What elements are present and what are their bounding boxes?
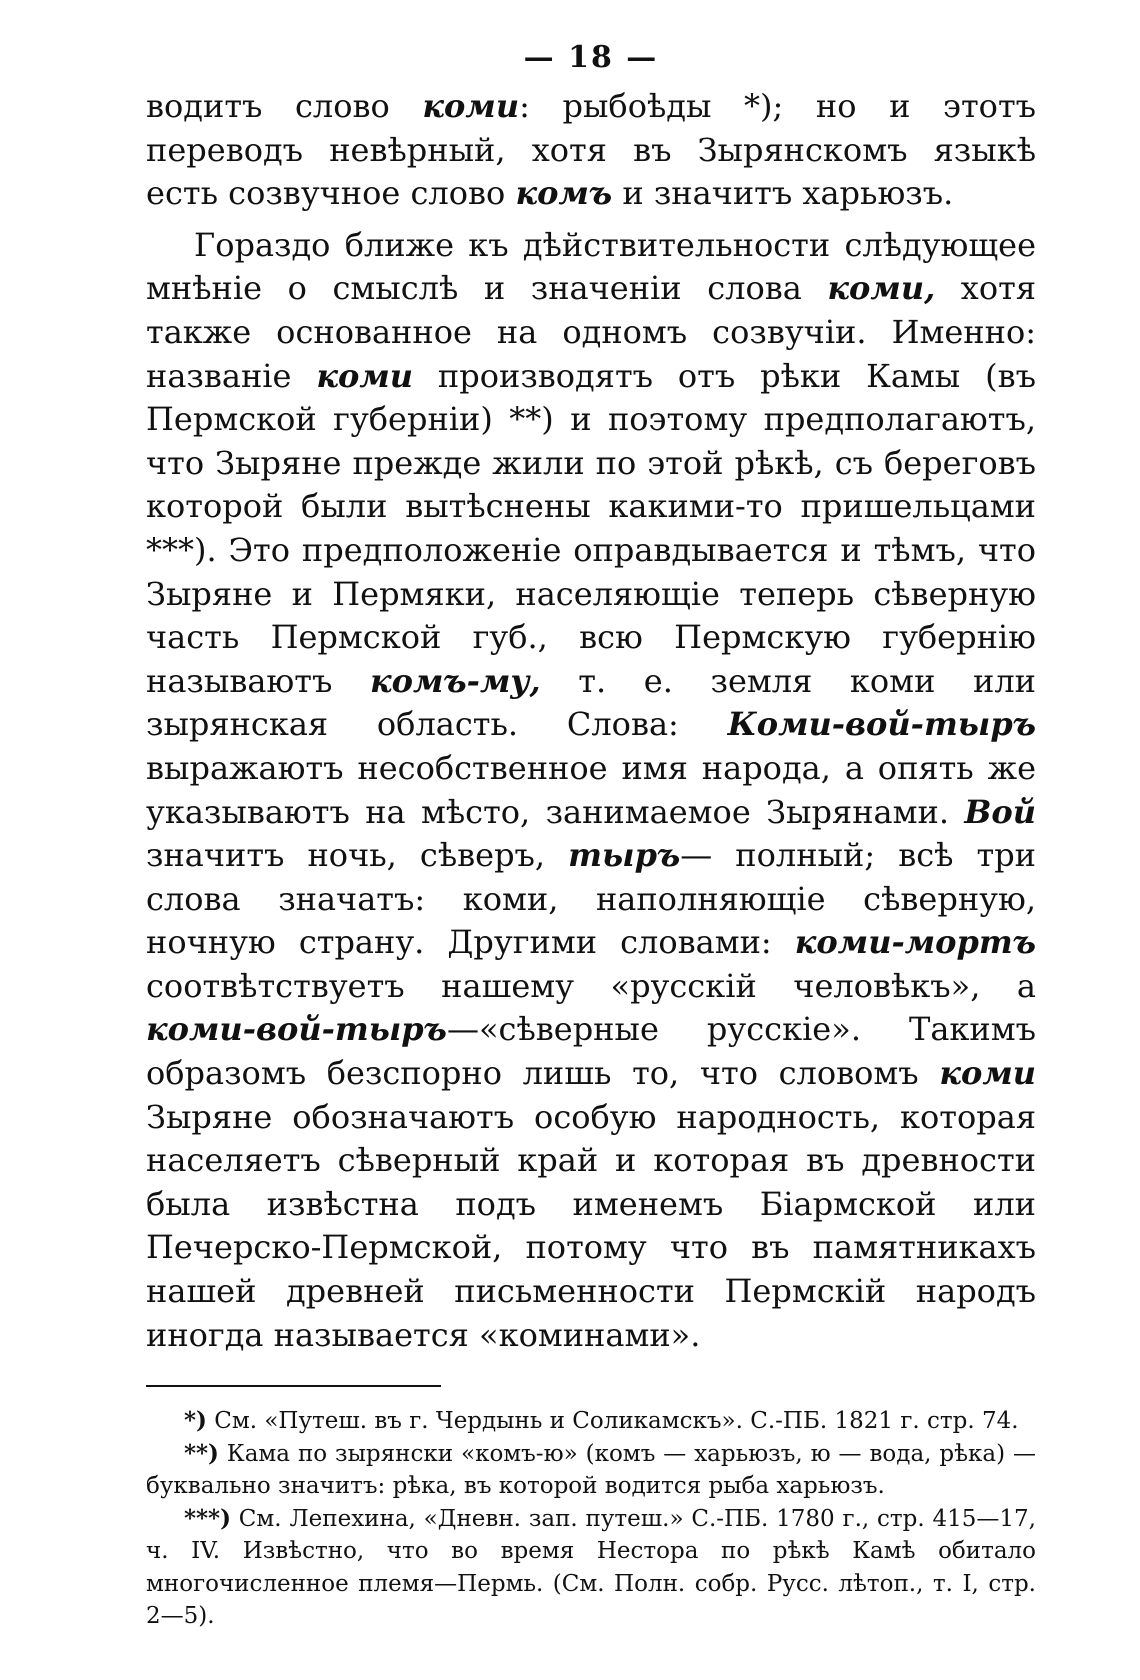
- footnote-2: [146, 1438, 1036, 1503]
- text-run: выражаютъ несобственное имя народа, а опять же указываютъ на мѣсто, занимаемое Зырянами.: [146, 748, 1036, 831]
- emphasis-word: комъ: [515, 174, 613, 213]
- emphasis-word: коми,: [827, 269, 936, 308]
- text-run: и значитъ харьюзъ.: [612, 174, 954, 213]
- footnote-divider: [146, 1385, 441, 1387]
- emphasis-word: комъ-му,: [369, 661, 541, 700]
- text-run: т. е. земля коми или зырянская область. Слова:: [146, 661, 1037, 744]
- footnote-3: [146, 1503, 1036, 1633]
- text-run: Зыряне обозначаютъ особую народность, которая населяетъ сѣверный край и которая въ древности была извѣстна подъ именемъ Біармской или Печерско-Пермской, потому что въ памятникахъ нашей древней письменности Пермскій народъ иногда называется «коминами».: [146, 1097, 1036, 1354]
- emphasis-word: коми: [316, 356, 414, 395]
- text-run: водитъ слово: [146, 87, 423, 125]
- text-run: хотя также основанное на одномъ созвучіи. Именно: названіе: [146, 269, 1037, 395]
- paragraph-2: [146, 224, 1036, 1357]
- emphasis-word: коми-вой-тыръ: [146, 1010, 447, 1049]
- text-run: производятъ отъ рѣки Камы (въ Пермской губерніи) **) и поэтому предполагаютъ, что Зыряне прежде жили по этой рѣкѣ, съ береговъ которой были вытѣснены какими-то пришельцами ***). Это предположеніе оправдывается и тѣмъ, что Зыряне и Пермяки, населяющіе теперь сѣверную часть Пермской губ., всю Пермскую губернію называютъ: [146, 356, 1037, 700]
- paragraph-1: [146, 85, 1036, 216]
- emphasis-word: тыръ: [568, 836, 681, 875]
- footnote-text: См. Лепехина, «Дневн. зап. путеш.» С.-ПБ. 1780 г., стр. 415—17, ч. IV. Извѣстно, что во время Нестора по рѣкѣ Камѣ обитало многочисленное племя—Пермь. (См. Полн. собр. Русс. лѣтоп., т. I, стр. 2—5).: [146, 1505, 1036, 1630]
- text-run: — полный; всѣ три слова значатъ: коми, наполняющіе сѣверную, ночную страну. Другими словами:: [146, 836, 1037, 962]
- emphasis-word: коми-мортъ: [794, 923, 1036, 962]
- footnote-marker: ***): [184, 1504, 231, 1532]
- page-number: — 18 —: [523, 40, 659, 75]
- emphasis-word: Вой: [964, 792, 1036, 831]
- book-page: [146, 40, 1036, 1633]
- emphasis-word: Коми-вой-тыръ: [727, 705, 1036, 744]
- footnote-marker: **): [184, 1439, 219, 1467]
- footnote-text: Кама по зырянски «комъ-ю» (комъ — харьюзъ, ю — вода, рѣка) — буквально значитъ: рѣка, въ которой водится рыба харьюзъ.: [146, 1440, 1036, 1500]
- text-run: Гораздо ближе къ дѣйствительности слѣдующее мнѣніе о смыслѣ и значеніи слова: [146, 225, 1036, 308]
- text-run: —«сѣверные русскіе». Такимъ образомъ безспорно лишь то, что словомъ: [146, 1010, 1036, 1093]
- text-run: значитъ ночь, сѣверъ,: [146, 836, 569, 875]
- footnote-1: [146, 1405, 1036, 1438]
- footnote-marker: *): [184, 1407, 207, 1435]
- footnote-text: См. «Путеш. въ г. Чердынь и Соликамскъ». С.-ПБ. 1821 г. стр. 74.: [206, 1408, 1019, 1435]
- text-run: соотвѣтствуетъ нашему «русскій человѣкъ», а: [146, 966, 1036, 1005]
- text-run: : рыбоѣды *); но и этотъ переводъ невѣрный, хотя въ Зырянскомъ языкѣ есть созвучное слово: [146, 87, 1036, 213]
- emphasis-word: коми: [939, 1054, 1036, 1093]
- emphasis-word: коми: [422, 87, 520, 125]
